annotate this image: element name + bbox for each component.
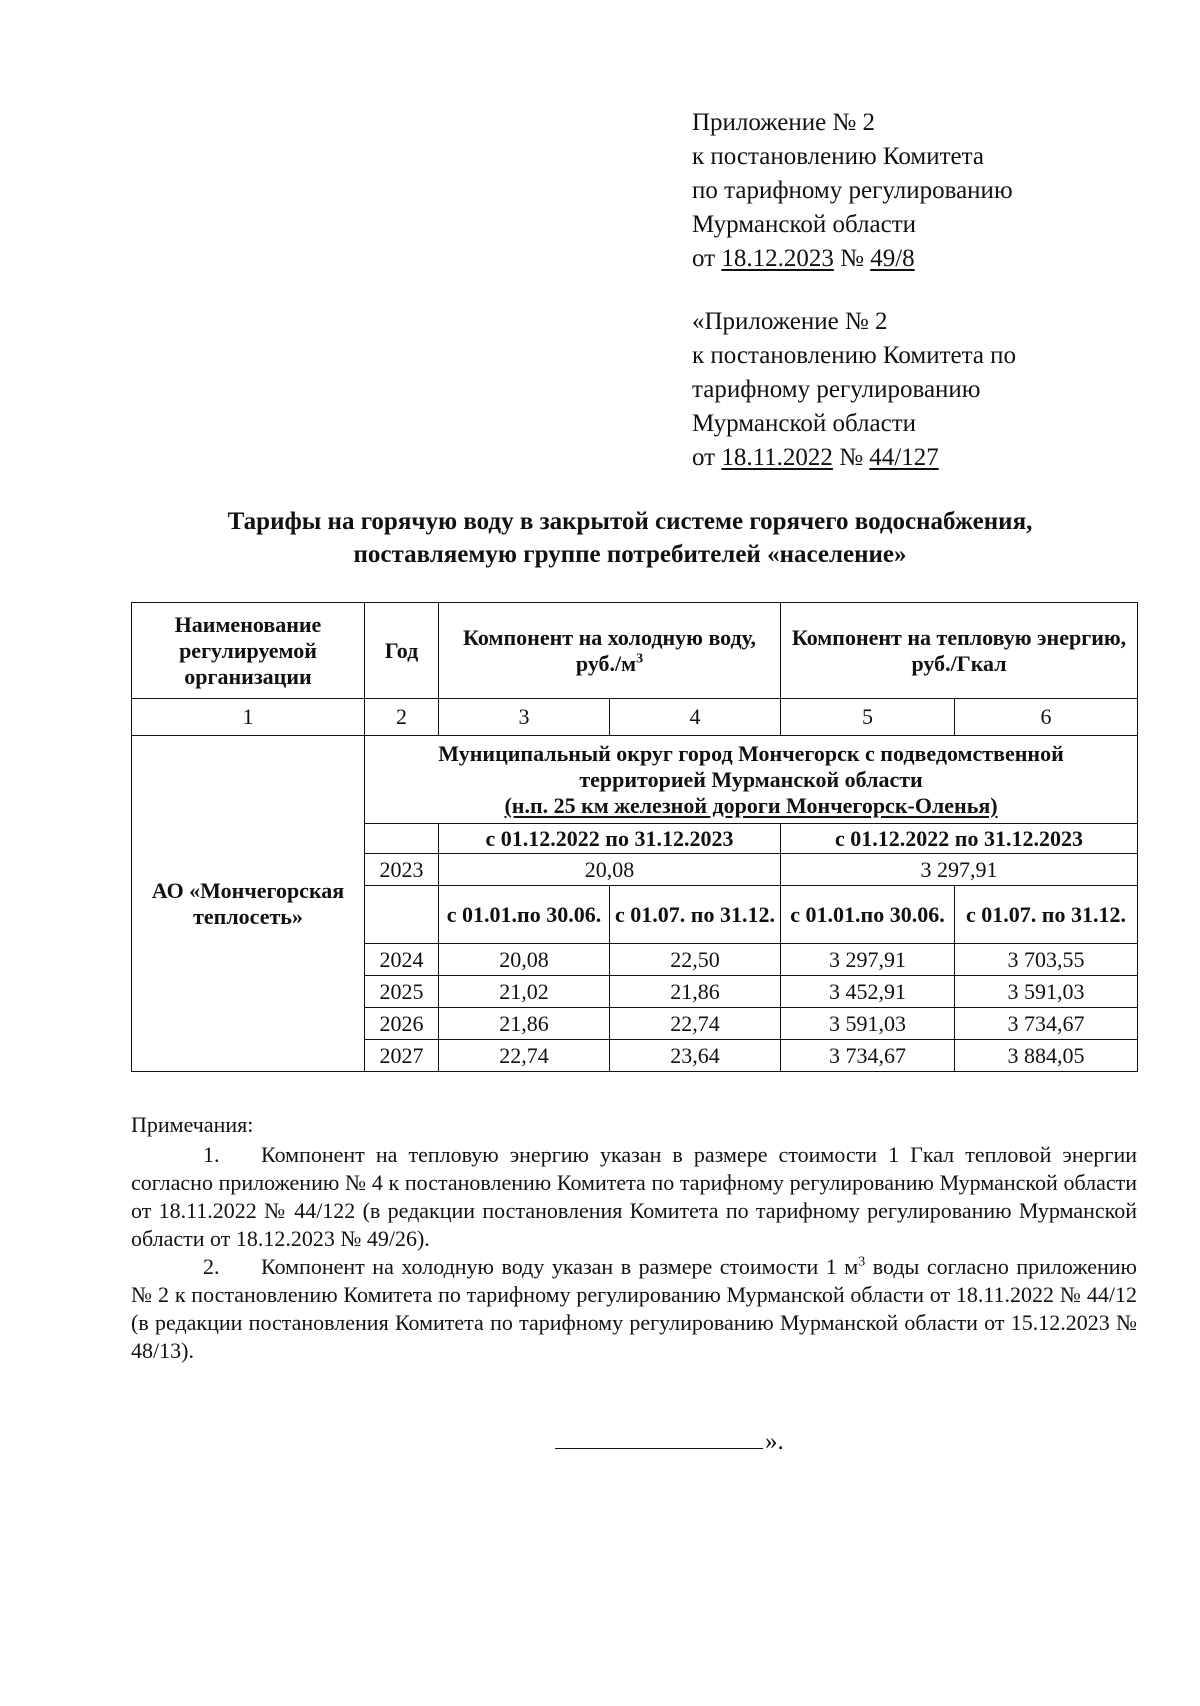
column-number-row [132,699,1138,736]
period-heat: с 01.12.2022 по 31.12.2023 [781,824,1138,854]
note-text: Компонент на холодную воду указан в размере стоимости 1 м [261,1254,859,1279]
water-value: 20,08 [439,854,781,886]
attachment-line: Мурманской области [692,211,917,238]
date-prefix: от [692,245,722,272]
note-item [131,1253,1137,1365]
col-number: 5 [781,699,955,736]
heat-value: 3 452,91 [781,976,955,1008]
attachment-date-line [692,242,1013,276]
attachment-line: тарифному регулированию [692,376,981,403]
closing-mark [555,1428,784,1456]
table-header-row [132,603,1138,699]
attachment-header-current [692,106,1013,276]
attachment-header-previous [692,305,1016,475]
resolution-date: 18.11.2022 [721,444,833,471]
closing-quote: ». [765,1428,784,1455]
empty-year-cell [365,886,439,944]
heat-value: 3 703,55 [955,944,1138,976]
closing-rule [555,1434,763,1449]
col-number: 4 [610,699,781,736]
water-value: 21,86 [439,1008,610,1040]
territory-line: территорией Мурманской области [579,766,923,792]
header-cold-water-label: Компонент на холодную воду, руб./м [463,624,756,676]
title-line-1: Тарифы на горячую воду в закрытой системе горячего водоснабжения, [227,508,1033,535]
header-organization: Наименование регулируемой организации [132,603,365,699]
col-number: 6 [955,699,1138,736]
note-text: воды согласно приложению № 2 к постановлению Комитета по тарифному регулированию Мурманской области от 18.11.2022 № 44/12 (в редакции постановления Комитета по тарифному регулированию Мурманской области от 15.12.2023 № 48/13). [131,1254,1137,1363]
water-value: 22,74 [439,1040,610,1072]
attachment-line: к постановлению Комитета [692,143,984,170]
note-text: Компонент на тепловую энергию указан в размере стоимости 1 Гкал тепловой энергии согласно приложению № 4 к постановлению Комитета по тарифному регулированию Мурманской области от 18.11.2022 № 44/122 (в редакции постановления Комитета по тарифному регулированию Мурманской области от 18.12.2023 № 49/26). [131,1142,1137,1251]
half-year-header: с 01.01.по 30.06. [781,886,955,944]
water-value: 21,86 [610,976,781,1008]
tariff-table [131,602,1138,1072]
col-number: 2 [365,699,439,736]
number-prefix: № [832,444,870,471]
half-year-header: с 01.01.по 30.06. [439,886,610,944]
note-number: 1. [203,1142,220,1167]
year-cell: 2025 [365,976,439,1008]
year-cell: 2027 [365,1040,439,1072]
header-heat: Компонент на тепловую энергию, руб./Гкал [781,603,1138,699]
header-year: Год [365,603,439,699]
title-line-2: поставляемую группе потребителей «население» [353,541,907,568]
heat-value: 3 591,03 [781,1008,955,1040]
water-value: 20,08 [439,944,610,976]
heat-value: 3 884,05 [955,1040,1138,1072]
notes-heading: Примечания: [131,1112,254,1137]
col-number: 1 [132,699,365,736]
year-cell: 2023 [365,854,439,886]
attachment-line: Мурманской области [692,410,917,437]
empty-year-cell [365,824,439,854]
attachment-line: Приложение № 2 [692,109,876,136]
territory-line: (н.п. 25 км железной дороги Мончегорск-Оленья) [504,792,998,818]
heat-value: 3 297,91 [781,944,955,976]
year-cell: 2026 [365,1008,439,1040]
resolution-number: 49/8 [870,245,915,272]
organization-cell: АО «Мончегорская теплосеть» [132,736,365,1072]
water-value: 23,64 [610,1040,781,1072]
period-water: с 01.12.2022 по 31.12.2023 [439,824,781,854]
attachment-line: к постановлению Комитета по [692,342,1017,369]
header-cold-water [439,603,781,699]
water-value: 22,50 [610,944,781,976]
water-value: 22,74 [610,1008,781,1040]
note-superscript: 3 [858,1254,866,1270]
territory-line: Муниципальный округ город Мончегорск с подведомственной [438,740,1064,766]
header-cold-water-sup: 3 [636,651,644,667]
heat-value: 3 734,67 [781,1040,955,1072]
water-value: 21,02 [439,976,610,1008]
territory-cell [365,736,1138,824]
attachment-date-line [692,441,1016,475]
resolution-date: 18.12.2023 [721,245,834,272]
document-title [130,505,1130,571]
year-cell: 2024 [365,944,439,976]
attachment-line: «Приложение № 2 [692,308,888,335]
heat-value: 3 591,03 [955,976,1138,1008]
half-year-header: с 01.07. по 31.12. [610,886,781,944]
number-prefix: № [833,245,871,272]
resolution-number: 44/127 [869,444,939,471]
heat-value: 3 297,91 [781,854,1138,886]
note-number: 2. [203,1254,220,1279]
note-item [131,1141,1137,1253]
attachment-line: по тарифному регулированию [692,177,1013,204]
half-year-header: с 01.07. по 31.12. [955,886,1138,944]
col-number: 3 [439,699,610,736]
heat-value: 3 734,67 [955,1008,1138,1040]
notes-section [131,1111,1137,1365]
territory-row [132,736,1138,824]
date-prefix: от [692,444,722,471]
